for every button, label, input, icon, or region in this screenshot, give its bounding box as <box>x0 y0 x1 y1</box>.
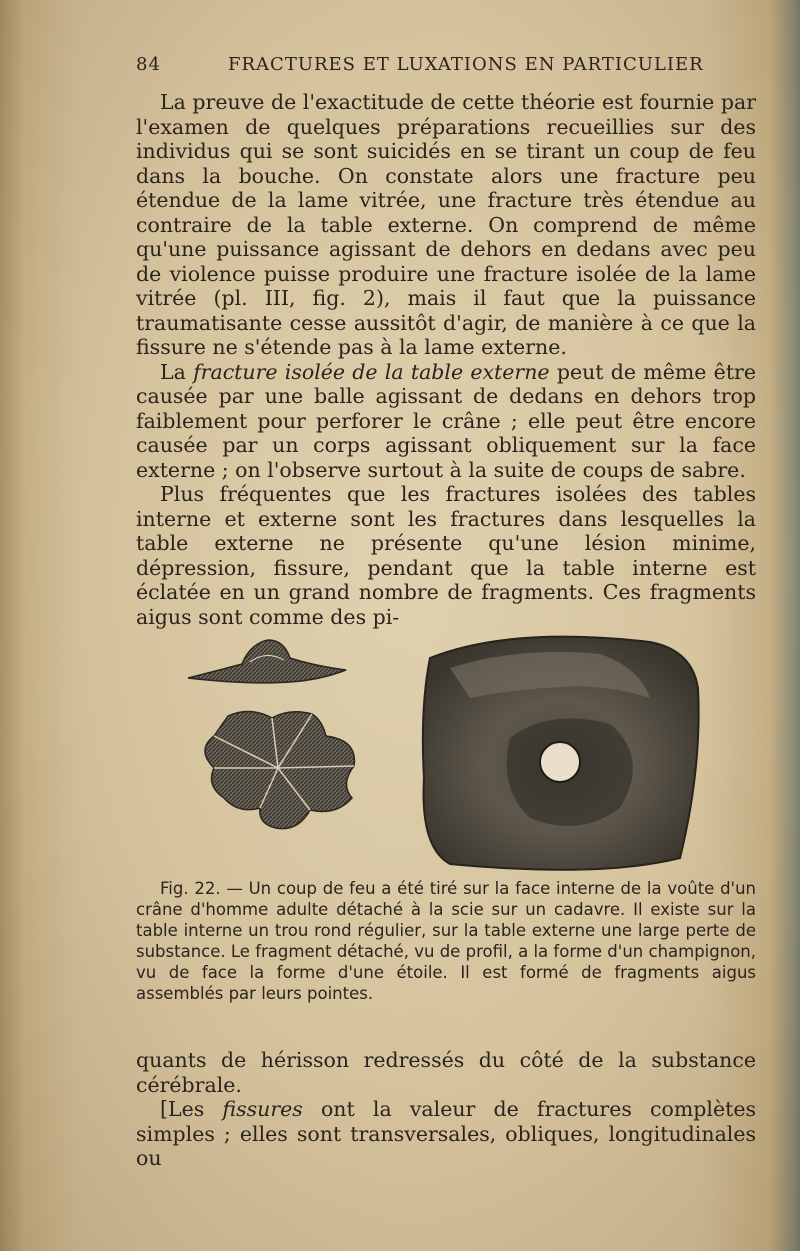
fragment-star-drawing <box>205 711 354 828</box>
paragraph-1: La preuve de l'exactitude de cette théorie est fournie par l'examen de quelques préparations recueillies sur des individus qui se sont suicidés en se tirant un coup de feu dans la bouche. On constate alors une fracture peu étendue de la lame vitrée, une fracture très étendue au contraire de la table externe. On comprend de même qu'une puissance agissant de dehors en dedans avec peu de violence puisse produire une fracture isolée de la lame vitrée (pl. III, fig. 2), mais il faut que la puissance traumatisante cesse aussitôt d'agir, de manière à ce que la fissure ne s'étende pas à la lame externe. <box>136 90 756 359</box>
fragment-profile-drawing <box>188 640 346 683</box>
figure-illustration <box>180 628 720 878</box>
main-text <box>136 90 756 629</box>
italic-term: fracture isolée de la table externe <box>193 359 550 384</box>
figure-caption <box>136 878 756 1004</box>
figure-22 <box>180 628 720 878</box>
paragraph-3: Plus fréquentes que les fractures isolées des tables interne et externe sont les fractures dans lesquelles la table externe ne présente qu'une lésion minime, dépression, fissure, pendant que la table interne est éclatée en un grand nombre de fragments. Ces fragments aigus sont comme des pi- <box>136 482 756 629</box>
paragraph-5: [Les fissures ont la valeur de fractures complètes simples ; elles sont transversales, obliques, longitudinales ou <box>136 1097 756 1170</box>
paragraph-4: quants de hérisson redressés du côté de la substance cérébrale. <box>136 1048 756 1097</box>
italic-term-fissures: fissures <box>222 1097 303 1121</box>
continuation-text <box>136 1048 756 1171</box>
skull-plate-drawing <box>423 637 699 870</box>
page-number: 84 <box>136 54 161 75</box>
running-title: FRACTURES ET LUXATIONS EN PARTICULIER <box>228 54 704 75</box>
running-header <box>136 54 756 84</box>
paragraph-2: La fracture isolée de la table externe peut de même être causée par une balle agissant de dedans en dehors trop faiblement pour perforer le crâne ; elle peut être encore causée par un corps agissant obliquement sur la face externe ; on l'observe surtout à la suite de coups de sabre. <box>136 359 756 482</box>
caption-text: Fig. 22. — Un coup de feu a été tiré sur la face interne de la voûte d'un crâne d'homme adulte détaché à la scie sur un cadavre. Il existe sur la table interne un trou rond régulier, sur la table externe une large perte de substance. Le fragment détaché, vu de profil, a la forme d'un champignon, vu de face la forme d'une étoile. Il est formé de fragments aigus assemblés par leurs pointes. <box>136 879 756 1003</box>
